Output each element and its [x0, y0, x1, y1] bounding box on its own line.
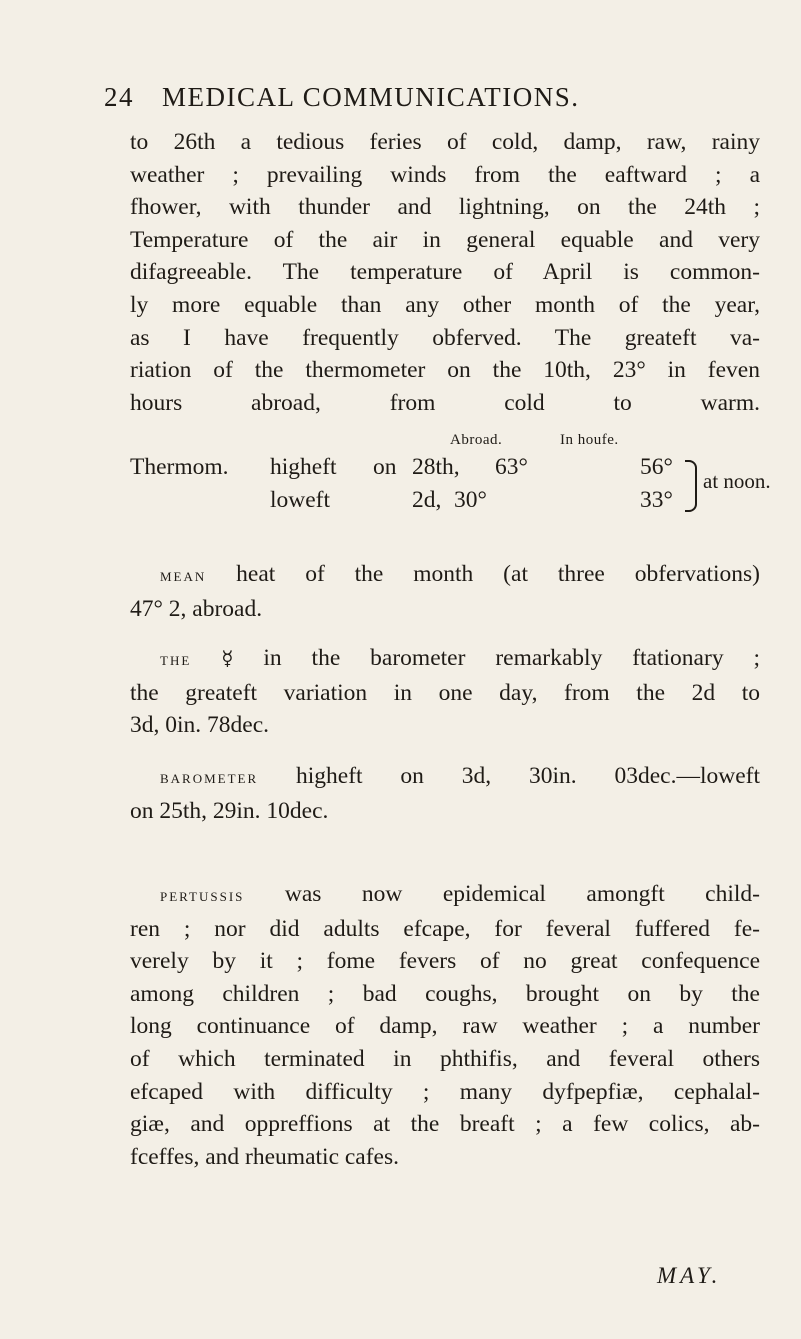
small-caps-lead: pertussis — [160, 885, 245, 906]
text-line: ly more equable than any other month of the year, — [130, 291, 760, 318]
text-span: in the barometer remarkably ftationary ; — [233, 645, 760, 671]
small-caps-lead: the — [160, 649, 192, 670]
label-lowest: loweft — [270, 487, 331, 513]
text-line: 47° 2, abroad. — [130, 595, 263, 622]
paragraph-april-weather — [130, 126, 760, 419]
text-line: difagreeable. The temperature of April is common- — [130, 259, 760, 286]
text-line: of which terminated in phthifis, and feveral others — [130, 1045, 760, 1072]
text-span: heat of the month (at three obfervations) — [206, 561, 760, 587]
text-span: was now epidemical amongft child- — [244, 881, 760, 907]
text-line: the greateft variation in one day, from the 2d to — [130, 679, 760, 706]
lowest-abroad-value: 30° — [454, 487, 487, 513]
row-label-thermometer: Thermom. — [130, 454, 229, 480]
paragraph-mean-heat — [130, 558, 760, 625]
text-line: to 26th a tedious feries of cold, damp, raw, rainy — [130, 129, 760, 155]
text-line: fhower, with thunder and lightning, on the 24th ; — [130, 194, 760, 221]
label-on: on — [373, 454, 397, 480]
text-line: on 25th, 29in. 10dec. — [130, 797, 329, 824]
text-line — [130, 558, 760, 593]
column-header-abroad: Abroad. — [450, 432, 503, 448]
lowest-house-value: 33° — [640, 487, 673, 513]
text-line — [130, 760, 760, 795]
paragraph-barometer-range — [130, 760, 760, 827]
text-span: higheft on 3d, 30in. 03dec.—loweft — [258, 763, 760, 789]
text-line: verely by it ; fome fevers of no great confequence — [130, 948, 760, 975]
highest-date: 28th, — [412, 454, 460, 480]
text-line: hours abroad, from cold to warm. — [130, 389, 760, 416]
mercury-symbol-icon: ☿ — [221, 646, 234, 670]
text-line: long continuance of damp, raw weather ; a number — [130, 1013, 760, 1040]
text-line — [130, 878, 760, 913]
page-number: 24 — [104, 82, 134, 112]
text-line: as I have frequently obferved. The greateft va- — [130, 324, 760, 351]
small-caps-lead: mean — [160, 565, 207, 586]
text-line: fceffes, and rheumatic cafes. — [130, 1143, 400, 1170]
running-title: MEDICAL COMMUNICATIONS. — [162, 82, 580, 112]
thermometer-table — [130, 432, 771, 532]
small-caps-lead: barometer — [160, 767, 259, 788]
right-brace — [685, 460, 697, 512]
running-header — [104, 82, 580, 113]
paragraph-barometer-mercury — [130, 642, 760, 742]
brace-note: at noon. — [703, 469, 771, 493]
catchword: MAY. — [657, 1263, 722, 1288]
text-line: riation of the thermometer on the 10th, 23° in feven — [130, 357, 760, 384]
label-highest: higheft — [270, 454, 337, 480]
text-line: 3d, 0in. 78dec. — [130, 712, 270, 739]
text-line — [130, 642, 760, 677]
text-line: ren ; nor did adults efcape, for feveral fuffered fe- — [130, 915, 760, 942]
text-line: efcaped with difficulty ; many dyfpepfiæ, cephalal- — [130, 1078, 760, 1105]
text-line: weather ; prevailing winds from the eaftward ; a — [130, 161, 760, 188]
text-line: Temperature of the air in general equable and very — [130, 226, 760, 253]
text-line: giæ, and oppreffions at the breaft ; a few colics, ab- — [130, 1111, 760, 1138]
lowest-date: 2d, — [412, 487, 442, 513]
highest-abroad-value: 63° — [495, 454, 528, 480]
column-header-in-house: In houfe. — [560, 432, 619, 448]
text-line: among children ; bad coughs, brought on by the — [130, 980, 760, 1007]
paragraph-pertussis — [130, 878, 760, 1173]
highest-house-value: 56° — [640, 454, 673, 480]
